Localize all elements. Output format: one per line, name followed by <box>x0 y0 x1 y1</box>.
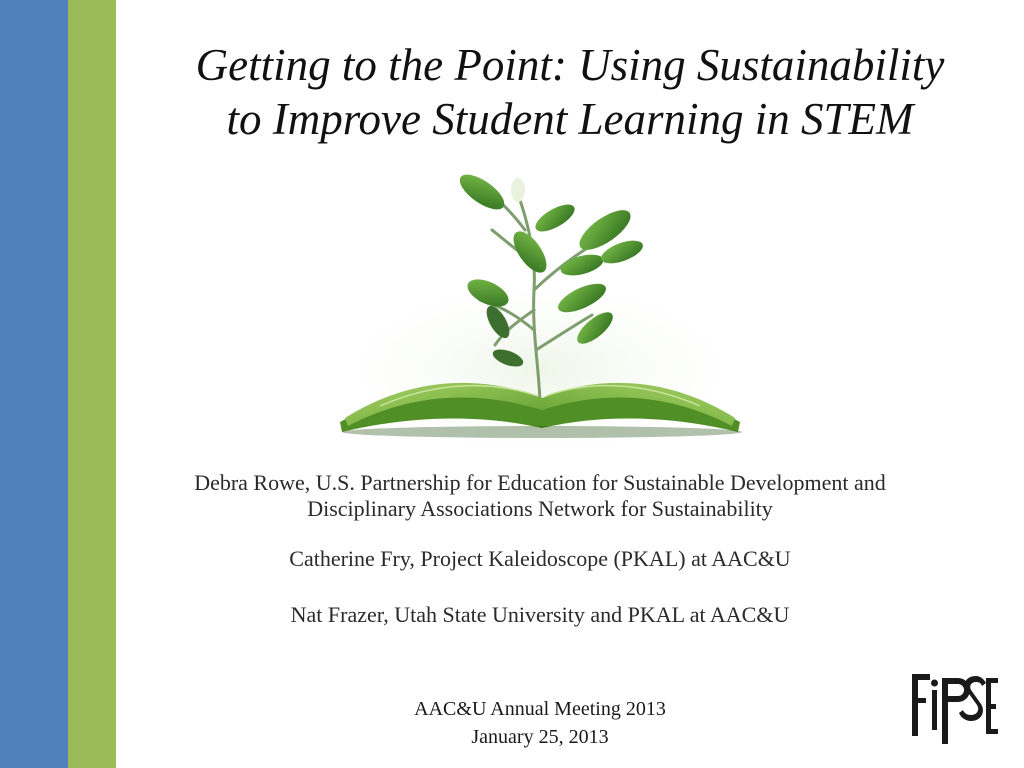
left-blue-stripe <box>0 0 68 768</box>
meeting-info <box>260 695 820 751</box>
fipse-logo-icon <box>906 668 1002 748</box>
slide-title-line-2: to Improve Student Learning in STEM <box>226 94 914 144</box>
plant-growing-from-open-book-icon <box>320 160 760 450</box>
author-2: Catherine Fry, Project Kaleidoscope (PKAL) at AAC&U <box>289 546 791 571</box>
slide-title <box>130 38 1010 146</box>
slide-title-line-1: Getting to the Point: Using Sustainability <box>195 40 945 90</box>
author-list <box>170 470 910 628</box>
author-3: Nat Frazer, Utah State University and PKAL at AAC&U <box>290 602 790 627</box>
left-green-stripe <box>68 0 116 768</box>
meeting-date: January 25, 2013 <box>471 726 609 748</box>
meeting-name: AAC&U Annual Meeting 2013 <box>414 698 666 720</box>
author-1: Debra Rowe, U.S. Partnership for Education for Sustainable Development and Disciplinary Associations Network for Sustainability <box>194 470 886 521</box>
